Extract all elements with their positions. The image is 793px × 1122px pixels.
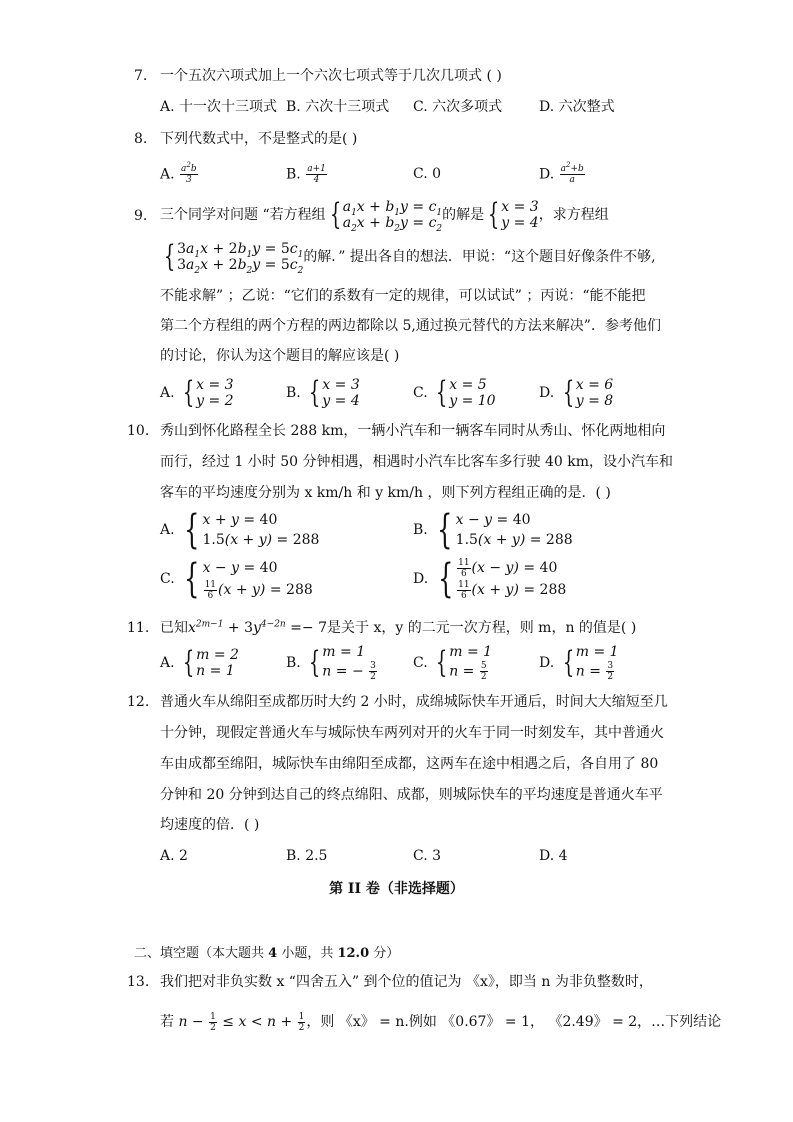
q10-option-a: [160, 507, 320, 553]
q7-number: 7.: [134, 68, 148, 84]
q12-option-a: A. 2: [160, 848, 188, 864]
q11-option-c-label: C.: [413, 655, 428, 671]
q10-option-b: [413, 507, 573, 553]
q11-number: 11.: [127, 620, 150, 636]
q13-number: 13.: [127, 974, 150, 990]
q11-option-c-expr: { m = 1 n = $\frac{5}{2}$: [435, 644, 493, 682]
q13-inequality: n − $\frac{1}{2}$ ≤ x < n + $\frac{1}{2}$: [178, 1011, 305, 1033]
q8-option-d-expr: $\frac{a^2+b}{a}$: [560, 161, 584, 185]
q9-line-1: [160, 198, 609, 232]
q11-option-b-label: B.: [286, 655, 301, 671]
q11-option-d-expr: { m = 1 n = $\frac{3}{2}$: [562, 644, 619, 682]
q8-option-d: [539, 161, 586, 185]
q11-option-b-expr: { m = 1 n = − $\frac{3}{2}$: [309, 644, 376, 682]
q7-option-c: C. 六次多项式: [413, 99, 503, 115]
q13-line-2-b: ，则 《x》 = n.例如 《0.67》 = 1， 《2.49》 = 2，…下列结论: [306, 1014, 722, 1030]
q10-line-1: 秀山到怀化路程全长 288 km，一辆小汽车和一辆客车同时从秀山、怀化两地相向: [160, 423, 666, 439]
q11-option-a-label: A.: [160, 655, 175, 671]
q12-line-5: 均速度的倍．( ): [160, 817, 260, 833]
section2-count: 4: [268, 946, 278, 961]
q13-line-2-a: 若: [160, 1014, 174, 1030]
section2-label: 二、填空题（本大题共: [134, 946, 269, 961]
q8-option-c: C. 0: [413, 166, 442, 182]
q8-stem: 下列代数式中，不是整式的是( ): [160, 131, 358, 147]
q11-stem-a: 已知: [160, 620, 188, 636]
q9-option-a-expr: { x = 3 y = 2: [182, 375, 234, 410]
q10-option-c-expr: { x − y = 40 $\frac{11}{6}$ (x + y) = 288: [184, 556, 313, 602]
q9-option-b: [286, 376, 360, 410]
q9-line-3: 不能求解” ；乙说：“它们的系数有一定的规律，可以试试” ；丙说：“能不能把: [160, 288, 646, 304]
q12-line-3: 车由成都至绵阳，城际快车由绵阳至成都，这两车在途中相遇之后，各自用了 80: [160, 756, 659, 772]
q12-line-4: 分钟和 20 分钟到达自己的终点绵阳、成都，则城际快车的平均速度是普通火车平: [160, 787, 663, 803]
q10-option-b-label: B.: [413, 522, 428, 538]
q9-option-d-label: D.: [539, 385, 555, 401]
q11-option-b: [286, 644, 378, 682]
q9-stem-c: ，求方程组: [538, 207, 609, 223]
q10-option-d: [413, 557, 566, 601]
q11-equation: $x^{2m-1} + 3y^{4-2n} =- 7$: [188, 619, 328, 636]
q8-option-a: [160, 161, 199, 185]
q9-line-2-text: 的解．” 提出各自的想法．甲说：“这个题目好像条件不够,: [303, 249, 656, 265]
section2-end: 分）: [369, 946, 400, 961]
q11-stem: [160, 618, 636, 638]
q10-line-2: 而行，经过 1 小时 50 分钟相遇，相遇时小汽车比客车多行驶 40 km，设小汽车和: [160, 454, 673, 470]
q11-option-c: [413, 644, 492, 682]
q12-line-2: 十分钟，现假定普通火车与城际快车两列对开的火车于同一时刻发车，其中普通火: [160, 725, 664, 741]
section2-mid: 小题，共: [277, 946, 338, 961]
q10-option-a-expr: { x + y = 40 1.5(x + y) = 288: [184, 507, 320, 553]
q9-stem-b: 的解是: [442, 207, 485, 223]
q11-option-d: [539, 644, 619, 682]
q10-line-3: 客车的平均速度分别为 x km/h 和 y km/h ，则下列方程组正确的是．( ): [160, 485, 611, 501]
q12-option-b: B. 2.5: [286, 848, 328, 864]
q12-number: 12.: [127, 694, 150, 710]
q9-system-2: { $3a_1x + 2b_1y = 5c_1$ $3a_2x + 2b_2y = 5c_2$: [163, 239, 304, 276]
q9-option-c-label: C.: [413, 385, 428, 401]
q13-line-2: [160, 1006, 721, 1038]
q8-option-d-label: D.: [539, 166, 555, 183]
q9-option-a: [160, 376, 234, 410]
q9-option-b-expr: { x = 3 y = 4: [309, 375, 360, 410]
q11-option-a: [160, 646, 239, 680]
q9-solution-1: { x = 3 y = 4: [487, 197, 539, 232]
q9-system-1: { $a_1x + b_1y = c_1$ $a_2x + b_2y = c_2$: [329, 197, 443, 234]
section2-score: 12.0: [337, 946, 370, 961]
q9-option-c: [413, 376, 496, 410]
q8-number: 8.: [134, 131, 148, 147]
q9-option-c-expr: { x = 5 y = 10: [435, 375, 496, 410]
q7-option-a: A. 十一次十三项式: [160, 99, 278, 115]
q8-option-a-expr: $\frac{a^2b}{3}$: [181, 161, 197, 185]
q10-option-c-label: C.: [160, 571, 175, 587]
q11-option-d-label: D.: [539, 655, 555, 671]
q10-option-c: [160, 557, 313, 601]
q11-stem-b: 是关于 x，y 的二元一次方程，则 m，n 的值是( ): [327, 620, 637, 636]
q9-line-2: [160, 240, 656, 274]
q8-option-a-label: A.: [160, 166, 175, 183]
q7-option-d: D. 六次整式: [539, 99, 615, 115]
q8-option-b-expr: $\frac{a+1}{4}$: [307, 164, 326, 185]
section2-title: [134, 942, 399, 961]
q9-line-5: 的讨论，你认为这个题目的解应该是( ): [160, 348, 400, 364]
q9-option-d: [539, 376, 613, 410]
q8-option-b-label: B.: [286, 166, 301, 183]
q9-stem-a: 三个同学对问题 “若方程组: [160, 207, 326, 223]
q10-option-a-label: A.: [160, 522, 175, 538]
q9-option-a-label: A.: [160, 385, 175, 401]
q9-number: 9.: [134, 208, 148, 224]
q10-number: 10.: [127, 423, 150, 439]
q13-line-1: 我们把对非负实数 x “四舍五入” 到个位的值记为 《x》，即当 n 为非负整数时，: [160, 974, 653, 990]
q7-stem: 一个五次六项式加上一个六次七项式等于几次几项式 ( ): [160, 68, 502, 84]
q10-option-d-label: D.: [413, 571, 429, 587]
q12-option-c: C. 3: [413, 848, 442, 864]
q9-option-b-label: B.: [286, 385, 301, 401]
q9-option-d-expr: { x = 6 y = 8: [562, 375, 614, 410]
q9-line-4: 第二个方程组的两个方程的两边都除以 5,通过换元替代的方法来解决”．参考他们: [160, 318, 661, 334]
q10-option-b-expr: { x − y = 40 1.5(x + y) = 288: [437, 507, 573, 553]
q10-option-d-expr: { $\frac{11}{6}$ (x − y) = 40 $\frac{11}{6}$ (x + y) = 288: [437, 556, 567, 602]
q11-option-a-expr: { m = 2 n = 1: [182, 645, 239, 680]
q7-option-b: B. 六次十三项式: [286, 99, 390, 115]
q12-option-d: D. 4: [539, 848, 568, 864]
q8-option-b: [286, 164, 328, 185]
part2-heading: 第 II 卷（非选择题）: [329, 881, 464, 897]
q12-line-1: 普通火车从绵阳至成都历时大约 2 小时，成绵城际快车开通后，时间大大缩短至几: [160, 694, 668, 710]
